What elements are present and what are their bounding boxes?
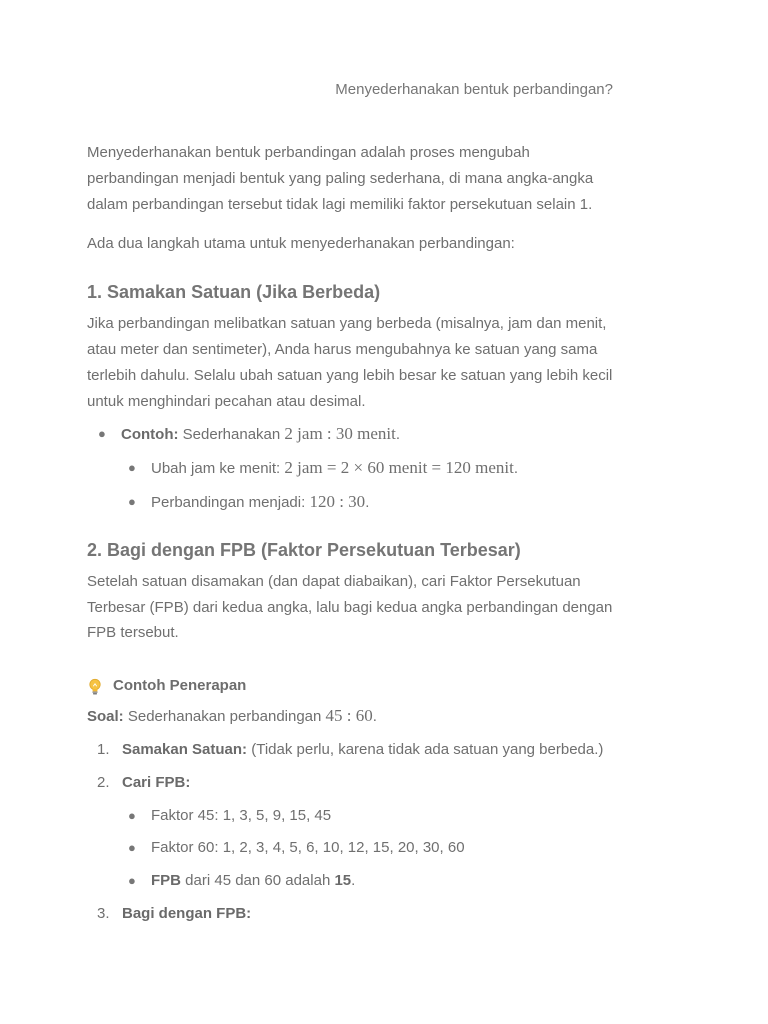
list-item: [87, 835, 617, 861]
example-text: Sederhanakan: [182, 426, 281, 444]
sub1-math: 2 jam = 2 × 60 menit = 120 menit: [284, 458, 514, 478]
list-item: [87, 901, 617, 927]
steps-list: [87, 737, 617, 927]
step1-text: (Tidak perlu, karena tidak ada satuan yang berbeda.): [251, 740, 604, 758]
sub2-math: 120 : 30: [309, 491, 366, 511]
list-item: ● Perbandingan menjadi: 120 : 30.: [87, 489, 617, 516]
bullet: ●: [98, 426, 106, 442]
step-number: 3.: [97, 904, 110, 922]
fpb-label: FPB: [151, 872, 181, 890]
fpb-text: dari 45 dan 60 adalah: [185, 872, 331, 890]
intro-paragraph: Menyederhanakan bentuk perbandingan adalah proses mengubah perbandingan menjadi bentuk yang paling sederhana, di mana angka-angka dalam perbandingan tersebut tidak lagi memiliki faktor persekutuan selain 1.: [87, 144, 594, 213]
bullet: ●: [128, 493, 136, 509]
step1-label: Samakan Satuan:: [122, 740, 248, 758]
section2-title: 2. Bagi dengan FPB (Faktor Persekutuan Terbesar): [87, 539, 521, 560]
example-title-text: Contoh Penerapan: [113, 677, 247, 695]
list-item: [87, 803, 617, 829]
bullet: ●: [128, 840, 136, 856]
soal-math: 45 : 60: [325, 706, 373, 726]
soal-line: Soal: Sederhanakan perbandingan 45 : 60.: [87, 706, 377, 726]
factor45-text: Faktor 45: 1, 3, 5, 9, 15, 45: [151, 806, 332, 824]
bullet: ●: [128, 460, 136, 476]
step2-label: Cari FPB:: [122, 773, 191, 791]
step-number: 2.: [97, 773, 110, 791]
soal-label: Soal:: [87, 708, 124, 726]
sub2-text: Perbandingan menjadi:: [151, 493, 306, 511]
bullet: ●: [128, 873, 136, 889]
sub1-text: Ubah jam ke menit:: [151, 460, 281, 478]
section1-example-list: [87, 421, 617, 515]
list-item: ● Contoh: Sederhanakan 2 jam : 30 menit.: [87, 421, 617, 448]
example-label: Contoh:: [121, 426, 179, 444]
example-math: 2 jam : 30 menit: [284, 424, 396, 444]
question-heading: Menyederhanakan bentuk perbandingan?: [335, 81, 613, 98]
bullet: ●: [128, 807, 136, 823]
list-item: ● FPB dari 45 dan 60 adalah 15.: [87, 868, 617, 894]
section1-body: Jika perbandingan melibatkan satuan yang berbeda (misalnya, jam dan menit, atau meter dan sentimeter), Anda harus mengubahnya ke satuan yang sama terlebih dahulu. Selalu ubah satuan yang lebih besar ke satuan yang lebih kecil untuk menghindari pecahan atau desimal.: [87, 315, 613, 410]
list-item: [87, 770, 617, 796]
fpb-value: 15: [334, 872, 352, 890]
section2-body: Setelah satuan disamakan (dan dapat diabaikan), cari Faktor Persekutuan Terbesar (FPB) dari kedua angka, lalu bagi kedua angka perbandingan dengan FPB tersebut.: [87, 572, 613, 642]
factor60-text: Faktor 60: 1, 2, 3, 4, 5, 6, 10, 12, 15, 20, 30, 60: [151, 839, 465, 857]
steps-intro-paragraph: Ada dua langkah utama untuk menyederhanakan perbandingan:: [87, 235, 515, 253]
lightbulb-icon: [87, 678, 103, 696]
soal-text: Sederhanakan perbandingan: [127, 708, 322, 726]
list-item: ● Ubah jam ke menit: 2 jam = 2 × 60 menit = 120 menit.: [87, 455, 617, 482]
section1-title: 1. Samakan Satuan (Jika Berbeda): [87, 282, 381, 303]
example-title: [87, 673, 617, 699]
step3-label: Bagi dengan FPB:: [122, 904, 252, 922]
answer-content: [87, 140, 617, 927]
list-item: [87, 737, 617, 763]
step-number: 1.: [97, 740, 110, 758]
